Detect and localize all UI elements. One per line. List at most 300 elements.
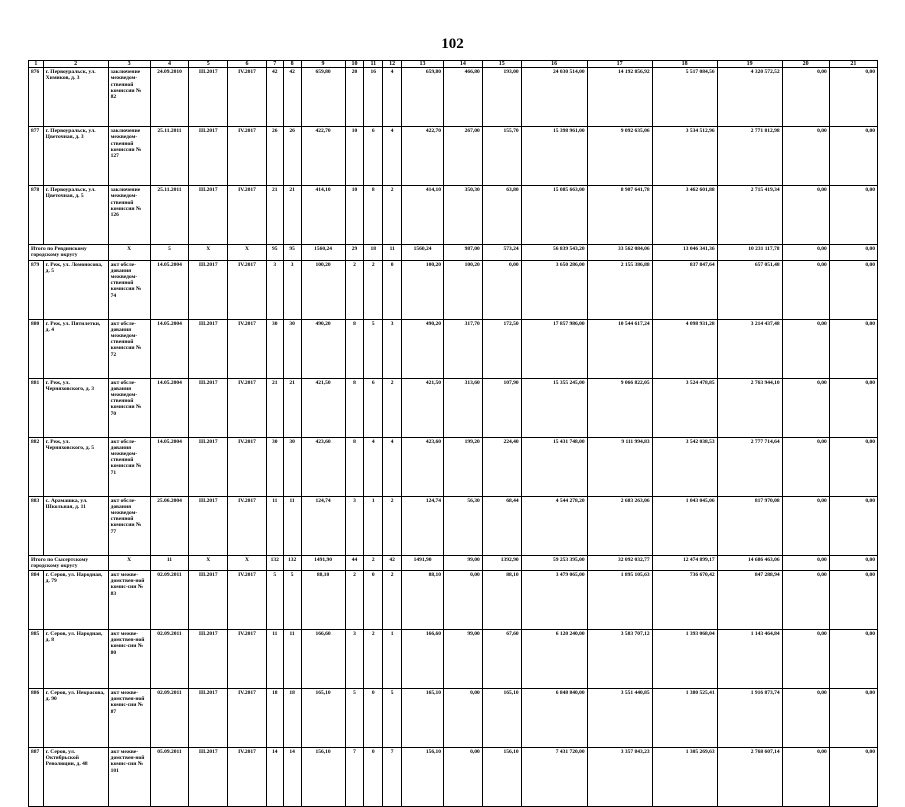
table-cell: 466,80: [444, 68, 483, 127]
table-cell: 0,00: [829, 68, 877, 127]
column-header: 9: [301, 61, 345, 68]
table-cell: 42: [266, 68, 283, 127]
table-cell: III.2017: [189, 496, 228, 555]
table-cell: 421,50: [402, 378, 444, 437]
table-cell: 1: [364, 496, 383, 555]
column-header: 20: [782, 61, 829, 68]
table-cell: 0,00: [829, 748, 877, 807]
table-cell: 847 288,94: [717, 571, 782, 630]
table-cell: 317,70: [444, 319, 483, 378]
table-cell: 14: [283, 748, 301, 807]
table-cell: 18: [364, 245, 383, 260]
table-cell: 3: [345, 630, 364, 689]
table-cell: 21: [266, 378, 283, 437]
table-cell: 0,00: [782, 630, 829, 689]
table-cell: 3 524 478,85: [652, 378, 717, 437]
table-cell: 0,00: [782, 748, 829, 807]
column-header: 21: [829, 61, 877, 68]
table-cell: 0,00: [829, 260, 877, 319]
table-cell: IV.2017: [228, 748, 267, 807]
table-cell: 817 970,08: [717, 496, 782, 555]
table-cell: 2: [364, 260, 383, 319]
table-cell: 15 431 748,00: [521, 437, 587, 496]
total-label: Итого по Сысертскому городскому округу: [29, 555, 109, 570]
table-cell: 12 474 899,17: [652, 555, 717, 570]
table-cell: 199,20: [444, 437, 483, 496]
table-cell: 25.06.2004: [150, 496, 189, 555]
table-cell: 0,00: [782, 496, 829, 555]
table-cell: 56 839 543,20: [521, 245, 587, 260]
document-cell: акт межве-домствен-ной комис-сии № 101: [108, 748, 150, 807]
table-cell: III.2017: [189, 378, 228, 437]
table-cell: 14 192 856,92: [587, 68, 652, 127]
table-cell: 0,00: [829, 689, 877, 748]
table-cell: 25.11.2011: [150, 186, 189, 245]
column-header: 2: [43, 61, 108, 68]
address-cell: г. Серов, ул. Народная, д. 8: [43, 630, 108, 689]
table-cell: IV.2017: [228, 68, 267, 127]
table-cell: 95: [266, 245, 283, 260]
document-cell: акт обсле-дования межведом-ственной комиссии № 77: [108, 496, 150, 555]
table-cell: 11: [266, 496, 283, 555]
table-cell: 0: [364, 571, 383, 630]
header-row: [29, 61, 878, 68]
table-cell: 5: [383, 689, 402, 748]
table-cell: 4 098 931,28: [652, 319, 717, 378]
table-cell: 0,00: [444, 689, 483, 748]
table-cell: 132: [266, 555, 283, 570]
table-cell: 6: [364, 378, 383, 437]
table-cell: 1: [383, 630, 402, 689]
table-cell: 1 916 873,74: [717, 689, 782, 748]
row-number: 877: [29, 127, 44, 186]
row-number: 887: [29, 748, 44, 807]
table-cell: 156,10: [301, 748, 345, 807]
column-header: 8: [283, 61, 301, 68]
address-cell: г. Первоуральск, ул. Цветочная, д. 5: [43, 186, 108, 245]
table-cell: 0,00: [829, 571, 877, 630]
table-cell: X: [228, 245, 267, 260]
table-cell: 10 544 617,24: [587, 319, 652, 378]
table-cell: IV.2017: [228, 571, 267, 630]
table-cell: 5: [266, 571, 283, 630]
table-cell: III.2017: [189, 127, 228, 186]
row-number: 883: [29, 496, 44, 555]
table-cell: 14: [266, 748, 283, 807]
column-header: 7: [266, 61, 283, 68]
table-cell: 2: [383, 378, 402, 437]
table-cell: 3 551 440,85: [587, 689, 652, 748]
table-cell: 5: [345, 689, 364, 748]
table-row: [29, 437, 878, 496]
table-row: [29, 571, 878, 630]
address-cell: г. Серов, ул. Некрасова, д. 90: [43, 689, 108, 748]
table-cell: 3 542 038,53: [652, 437, 717, 496]
table-row: [29, 689, 878, 748]
table-cell: 2: [364, 630, 383, 689]
column-header: 11: [364, 61, 383, 68]
table-cell: 20: [345, 68, 364, 127]
row-number: 884: [29, 571, 44, 630]
table-cell: 3 479 065,00: [521, 571, 587, 630]
column-header: 17: [587, 61, 652, 68]
table-cell: 156,10: [402, 748, 444, 807]
table-cell: X: [189, 245, 228, 260]
table-cell: 0,00: [829, 245, 877, 260]
table-cell: 2: [383, 571, 402, 630]
page-number: 102: [441, 36, 464, 52]
row-number: 879: [29, 260, 44, 319]
row-number: 881: [29, 378, 44, 437]
table-cell: 0: [364, 748, 383, 807]
table-cell: 573,24: [482, 245, 521, 260]
table-cell: 4: [364, 437, 383, 496]
document-cell: заключение межведом-ственной комиссии № 126: [108, 186, 150, 245]
table-cell: 13 046 341,36: [652, 245, 717, 260]
table-cell: 0,00: [482, 260, 521, 319]
table-cell: III.2017: [189, 319, 228, 378]
table-cell: 10: [345, 186, 364, 245]
table-cell: 0,00: [782, 127, 829, 186]
table-cell: 1491,90: [402, 555, 444, 570]
column-header: 10: [345, 61, 364, 68]
table-cell: 8: [364, 186, 383, 245]
table-cell: 11: [283, 496, 301, 555]
table-cell: 423,60: [402, 437, 444, 496]
table-cell: 166,60: [301, 630, 345, 689]
table-cell: 0,00: [829, 555, 877, 570]
table-cell: 490,20: [301, 319, 345, 378]
table-row: [29, 319, 878, 378]
table-cell: 490,20: [402, 319, 444, 378]
column-header: 12: [383, 61, 402, 68]
column-header: 14: [444, 61, 483, 68]
table-cell: 02.09.2011: [150, 571, 189, 630]
table-cell: 1392,90: [482, 555, 521, 570]
table-cell: 267,00: [444, 127, 483, 186]
table-cell: 155,70: [482, 127, 521, 186]
table-cell: 0: [383, 260, 402, 319]
table-cell: 350,30: [444, 186, 483, 245]
table-cell: 5: [150, 245, 189, 260]
row-number: 882: [29, 437, 44, 496]
table-cell: 1 895 105,63: [587, 571, 652, 630]
address-cell: г. Реж, ул. Черняховского, д. 5: [43, 437, 108, 496]
table-cell: 423,60: [301, 437, 345, 496]
row-number: 880: [29, 319, 44, 378]
table-cell: 3 214 437,48: [717, 319, 782, 378]
row-number: 876: [29, 68, 44, 127]
table-cell: 124,74: [402, 496, 444, 555]
table-cell: IV.2017: [228, 496, 267, 555]
table-cell: IV.2017: [228, 630, 267, 689]
table-cell: 4: [383, 68, 402, 127]
table-cell: 659,80: [301, 68, 345, 127]
table-cell: 8: [345, 378, 364, 437]
table-cell: 24 030 514,00: [521, 68, 587, 127]
table-cell: 1560,24: [301, 245, 345, 260]
document-cell: заключение межведом-ственной комиссии № 127: [108, 127, 150, 186]
table-cell: 5 517 084,56: [652, 68, 717, 127]
address-cell: г. Серов, ул. Октябрьской Революции, д. 48: [43, 748, 108, 807]
total-row: [29, 555, 878, 570]
table-cell: 987,00: [444, 245, 483, 260]
column-header: 15: [482, 61, 521, 68]
table-row: [29, 127, 878, 186]
address-cell: г. Реж, ул. Черняховского, д. 3: [43, 378, 108, 437]
table-cell: 3 583 707,12: [587, 630, 652, 689]
table-cell: 165,10: [301, 689, 345, 748]
table-cell: 3: [266, 260, 283, 319]
table-cell: 8: [345, 319, 364, 378]
table-cell: 422,70: [402, 127, 444, 186]
table-cell: 1 305 269,63: [652, 748, 717, 807]
table-cell: 2: [383, 496, 402, 555]
table-cell: 421,50: [301, 378, 345, 437]
document-cell: акт обсле-дования межведом-ственной комиссии № 70: [108, 378, 150, 437]
table-cell: 4: [383, 127, 402, 186]
address-cell: г. Реж, ул. Ломоносова, д. 5: [43, 260, 108, 319]
table-cell: 15 398 961,00: [521, 127, 587, 186]
address-cell: г. Серов, ул. Народная, д. 79: [43, 571, 108, 630]
address-cell: г. Первоуральск, ул. Химиков, д. 3: [43, 68, 108, 127]
table-cell: 32 092 032,77: [587, 555, 652, 570]
address-cell: с. Арамашка, ул. Школьная, д. 11: [43, 496, 108, 555]
document-cell: акт межве-домствен-ной комис-сии № 83: [108, 571, 150, 630]
table-cell: 659,80: [402, 68, 444, 127]
table-cell: 0,00: [829, 127, 877, 186]
table-cell: 15 355 245,00: [521, 378, 587, 437]
table-cell: 224,40: [482, 437, 521, 496]
table-cell: 0,00: [782, 245, 829, 260]
table-cell: 2: [364, 555, 383, 570]
table-cell: 2: [345, 571, 364, 630]
table-cell: 7 431 720,00: [521, 748, 587, 807]
table-cell: 67,60: [482, 630, 521, 689]
table-cell: 0,00: [444, 571, 483, 630]
table-cell: 1 143 464,84: [717, 630, 782, 689]
table-cell: 8 907 641,78: [587, 186, 652, 245]
table-cell: 88,10: [301, 571, 345, 630]
document-cell: акт межве-домствен-ной комис-сии № 80: [108, 630, 150, 689]
table-row: [29, 748, 878, 807]
table-cell: IV.2017: [228, 689, 267, 748]
table-cell: 14 686 463,06: [717, 555, 782, 570]
table-cell: IV.2017: [228, 378, 267, 437]
table-cell: 4: [383, 437, 402, 496]
table-cell: 18: [266, 689, 283, 748]
table-cell: 422,70: [301, 127, 345, 186]
table-cell: 7: [345, 748, 364, 807]
table-cell: 1 393 068,04: [652, 630, 717, 689]
table-cell: 0,00: [829, 630, 877, 689]
table-cell: IV.2017: [228, 260, 267, 319]
table-cell: 0,00: [782, 689, 829, 748]
table-cell: 0,00: [782, 571, 829, 630]
table-cell: X: [228, 555, 267, 570]
table-cell: 95: [283, 245, 301, 260]
document-cell: акт обсле-дования межведом-ственной комиссии № 74: [108, 260, 150, 319]
column-header: 16: [521, 61, 587, 68]
column-header: 19: [717, 61, 782, 68]
table-cell: 02.09.2011: [150, 630, 189, 689]
table-cell: 165,10: [482, 689, 521, 748]
table-cell: IV.2017: [228, 186, 267, 245]
table-cell: III.2017: [189, 186, 228, 245]
table-cell: 2 683 263,06: [587, 496, 652, 555]
table-cell: 1560,24: [402, 245, 444, 260]
table-cell: 11: [383, 245, 402, 260]
table-cell: 7: [383, 748, 402, 807]
address-cell: г. Первоуральск, ул. Цветочная, д. 3: [43, 127, 108, 186]
table-cell: 33 562 084,06: [587, 245, 652, 260]
table-cell: 25.11.2011: [150, 127, 189, 186]
column-header: 18: [652, 61, 717, 68]
table-row: [29, 186, 878, 245]
table-cell: 1 380 525,41: [652, 689, 717, 748]
table-cell: 166,60: [402, 630, 444, 689]
table-cell: 10 231 117,78: [717, 245, 782, 260]
table-cell: 100,20: [402, 260, 444, 319]
table-cell: 0,00: [829, 437, 877, 496]
table-cell: 132: [283, 555, 301, 570]
table-cell: 107,90: [482, 378, 521, 437]
column-header: 6: [228, 61, 267, 68]
table-cell: 657 051,48: [717, 260, 782, 319]
table-cell: X: [108, 245, 150, 260]
table-cell: 11: [266, 630, 283, 689]
table-cell: 2 771 812,98: [717, 127, 782, 186]
table-cell: 0,00: [444, 748, 483, 807]
total-label: Итого по Ревдинскому городскому округу: [29, 245, 109, 260]
table-cell: 68,44: [482, 496, 521, 555]
table-cell: 99,00: [444, 630, 483, 689]
table-cell: 6 848 840,00: [521, 689, 587, 748]
table-cell: 100,20: [444, 260, 483, 319]
table-cell: 02.09.2011: [150, 689, 189, 748]
table-cell: 313,60: [444, 378, 483, 437]
table-cell: 05.09.2011: [150, 748, 189, 807]
table-cell: III.2017: [189, 260, 228, 319]
table-cell: 837 847,64: [652, 260, 717, 319]
table-cell: 88,10: [482, 571, 521, 630]
table-cell: IV.2017: [228, 127, 267, 186]
table-cell: X: [108, 555, 150, 570]
table-cell: 17 857 986,00: [521, 319, 587, 378]
table-cell: 26: [283, 127, 301, 186]
table-cell: 11: [283, 630, 301, 689]
column-header: 5: [189, 61, 228, 68]
table-cell: 59 253 395,00: [521, 555, 587, 570]
table-cell: 414,10: [301, 186, 345, 245]
row-number: 878: [29, 186, 44, 245]
table-cell: 124,74: [301, 496, 345, 555]
table-cell: 3 357 843,23: [587, 748, 652, 807]
column-header: 1: [29, 61, 44, 68]
table-cell: 6: [364, 127, 383, 186]
table-cell: 100,20: [301, 260, 345, 319]
table-cell: 2: [345, 260, 364, 319]
table-row: [29, 68, 878, 127]
table-cell: 0,00: [782, 437, 829, 496]
table-row: [29, 378, 878, 437]
document-cell: акт межве-домствен-ной комис-сии № 87: [108, 689, 150, 748]
table-cell: III.2017: [189, 571, 228, 630]
table-cell: 165,10: [402, 689, 444, 748]
table-cell: 42: [383, 555, 402, 570]
table-row: [29, 260, 878, 319]
table-cell: III.2017: [189, 748, 228, 807]
table-cell: 0,00: [782, 555, 829, 570]
table-cell: 42: [283, 68, 301, 127]
table-cell: 0,00: [829, 378, 877, 437]
table-cell: III.2017: [189, 437, 228, 496]
table-cell: 99,00: [444, 555, 483, 570]
table-cell: 2 763 944,10: [717, 378, 782, 437]
table-cell: 30: [283, 319, 301, 378]
table-cell: 6 120 240,00: [521, 630, 587, 689]
table-cell: 414,10: [402, 186, 444, 245]
table-cell: 3: [283, 260, 301, 319]
table-cell: III.2017: [189, 68, 228, 127]
table-cell: 0,00: [829, 319, 877, 378]
table-cell: 0,00: [829, 186, 877, 245]
document-cell: заключение межведом-ственной комиссии № 82: [108, 68, 150, 127]
table-cell: 5: [283, 571, 301, 630]
table-cell: 193,00: [482, 68, 521, 127]
table-cell: 1491,90: [301, 555, 345, 570]
table-cell: 9 092 635,06: [587, 127, 652, 186]
table-cell: 21: [266, 186, 283, 245]
table-cell: 18: [283, 689, 301, 748]
table-cell: III.2017: [189, 689, 228, 748]
table-cell: 0: [364, 689, 383, 748]
table-cell: 3: [345, 496, 364, 555]
table-cell: 172,50: [482, 319, 521, 378]
address-cell: г. Реж, ул. Пятилетки, д. 4: [43, 319, 108, 378]
table-cell: 2 155 386,88: [587, 260, 652, 319]
table-cell: 16: [364, 68, 383, 127]
table-cell: 3 534 512,96: [652, 127, 717, 186]
table-cell: 4 320 572,52: [717, 68, 782, 127]
document-cell: акт обсле-дования межведом-ственной комиссии № 71: [108, 437, 150, 496]
row-number: 886: [29, 689, 44, 748]
table-cell: 2 715 419,34: [717, 186, 782, 245]
table-cell: 3: [383, 319, 402, 378]
table-cell: 14.05.2004: [150, 437, 189, 496]
table-cell: 0,00: [782, 319, 829, 378]
table-cell: 30: [266, 437, 283, 496]
table-cell: 11: [150, 555, 189, 570]
table-cell: 8: [345, 437, 364, 496]
column-header: 3: [108, 61, 150, 68]
table-cell: 15 085 663,00: [521, 186, 587, 245]
table-cell: IV.2017: [228, 437, 267, 496]
table-cell: 10: [345, 127, 364, 186]
total-row: [29, 245, 878, 260]
table-cell: 0,00: [782, 68, 829, 127]
table-cell: 9 066 822,05: [587, 378, 652, 437]
table-cell: 14.05.2004: [150, 378, 189, 437]
column-header: 4: [150, 61, 189, 68]
table-cell: 88,10: [402, 571, 444, 630]
table-cell: 0,00: [782, 378, 829, 437]
table-cell: 44: [345, 555, 364, 570]
table-cell: 5: [364, 319, 383, 378]
table-cell: 2 777 714,64: [717, 437, 782, 496]
table-cell: 21: [283, 186, 301, 245]
table-cell: 9 111 994,83: [587, 437, 652, 496]
